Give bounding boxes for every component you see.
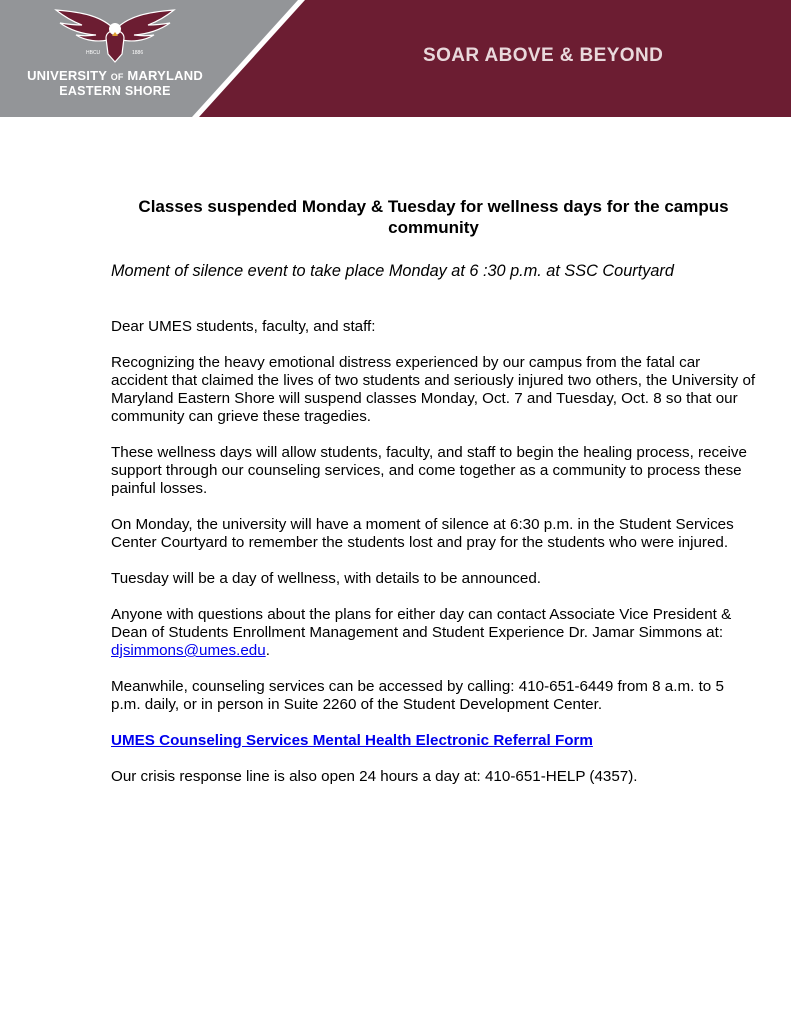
tagline: SOAR ABOVE & BEYOND (423, 45, 664, 66)
logo-text-line2: EASTERN SHORE (59, 84, 171, 98)
article-title: Classes suspended Monday & Tuesday for wellness days for the campus community (138, 197, 729, 237)
university-logo[interactable] (20, 8, 210, 108)
seal-left-text: HBCU (86, 50, 101, 56)
logo-text-line1 (20, 68, 210, 83)
article-body (111, 196, 756, 786)
paragraph-7: Our crisis response line is also open 24 hours a day at: 410-651-HELP (4357). (111, 768, 638, 785)
referral-paragraph (111, 732, 756, 750)
article-subtitle: Moment of silence event to take place Monday at 6 :30 p.m. at SSC Courtyard (111, 262, 674, 280)
paragraph-4: Tuesday will be a day of wellness, with details to be announced. (111, 570, 542, 587)
paragraph-5-end: . (265, 642, 270, 659)
logo-word-maryland: MARYLAND (127, 68, 203, 83)
logo-word-university: UNIVERSITY (27, 68, 107, 83)
paragraph-6: Meanwhile, counseling services can be accessed by calling: 410-651-6449 from 8 a.m. to 5 p.m. daily, or in person in Suite 2260 of the Student Development Center. (111, 678, 724, 713)
email-link[interactable]: djsimmons@umes.edu (111, 642, 266, 659)
paragraph-3: On Monday, the university will have a moment of silence at 6:30 p.m. in the Student Services Center Courtyard to remember the students lost and pray for the students who were injured. (111, 516, 734, 551)
paragraph-5-text: Anyone with questions about the plans for either day can contact Associate Vice President & Dean of Students Enrollment Management and Student Experience Dr. Jamar Simmons at: (111, 606, 732, 641)
referral-form-link[interactable]: UMES Counseling Services Mental Health Electronic Referral Form (111, 732, 593, 749)
logo-word-of: OF (110, 72, 124, 82)
paragraph-1: Recognizing the heavy emotional distress experienced by our campus from the fatal car accident that claimed the lives of two students and seriously injured two others, the University of Maryland Eastern Shore will suspend classes Monday, Oct. 7 and Tuesday, Oct. 8 so that our community can grieve these tragedies. (111, 354, 756, 425)
seal-right-text: 1886 (132, 50, 144, 56)
greeting: Dear UMES students, faculty, and staff: (111, 318, 376, 335)
header-banner (0, 0, 791, 117)
paragraph-2: These wellness days will allow students, faculty, and staff to begin the healing process, receive support through our counseling services, and come together as a community to process these painful losses. (111, 444, 747, 497)
eagle-icon (52, 8, 178, 66)
paragraph-5 (111, 606, 756, 660)
